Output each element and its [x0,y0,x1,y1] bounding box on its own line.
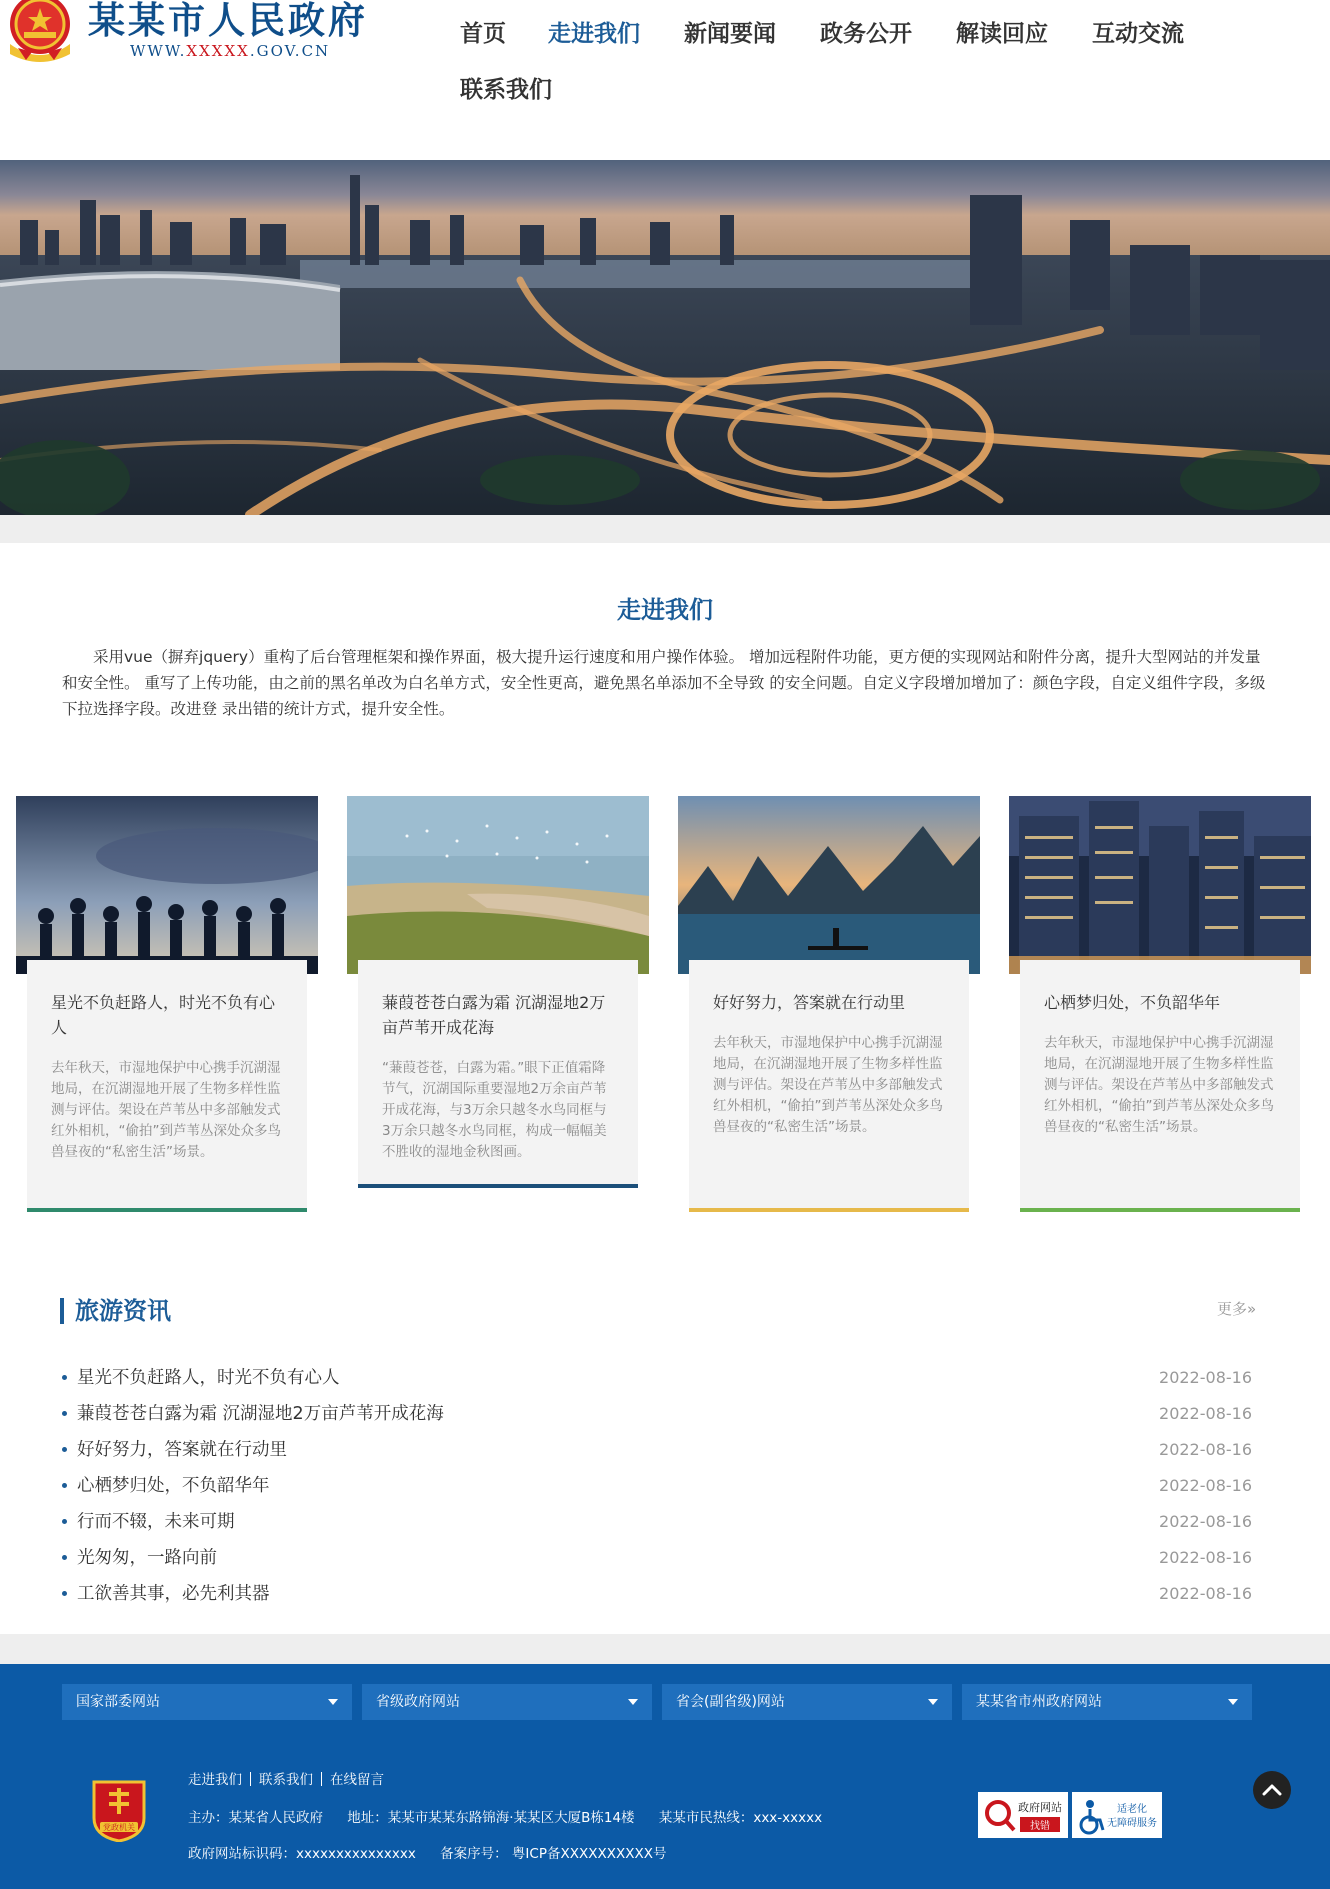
card-image [347,796,649,974]
news-more-link[interactable]: 更多» [1217,1300,1257,1318]
feature-card[interactable] [678,796,980,1212]
card-title[interactable]: 星光不负赶路人，时光不负有心人 [51,993,276,1037]
dropdown-arrow-icon [928,1699,938,1705]
dropdown-arrow-icon [628,1699,638,1705]
about-title: 走进我们 [617,596,713,624]
card-title[interactable]: 心栖梦归处，不负韶华年 [1044,993,1221,1012]
select-provincial-sites[interactable] [362,1684,652,1720]
about-text: 采用vue（摒弃jquery）重构了后台管理框架和操作界面，极大提升运行速度和用户操作体验。 增加远程附件功能，更方便的实现网站和附件分离，提升大型网站的并发量和安全性。 重写了上传功能，由之前的黑名单改为白名单方式，安全性更高，避免黑名单添加不全导致 的安全问题。自定义字段增加增加了：颜色字段，自定义组件字段，多级下拉选择字段。改进登 录出错的统计方式，提升安全性。 [62,648,1266,718]
bullet-dot-icon [62,1447,67,1452]
back-to-top-button[interactable] [1253,1771,1291,1809]
hero-banner [0,160,1330,515]
bullet-dot-icon [62,1591,67,1596]
site-url [130,42,330,60]
bullet-dot-icon [62,1411,67,1416]
news-item-date: 2022-08-16 [1159,1440,1252,1459]
card-body [358,960,638,1188]
card-description: 去年秋天，市湿地保护中心携手沉湖湿地局，在沉湖湿地开展了生物多样性监测与评估。架设在芦苇丛中多部触发式红外相机，“偷拍”到芦苇丛深处众多鸟兽昼夜的“私密生活”场景。 [1044,1035,1274,1135]
party-government-badge-icon[interactable] [92,1778,146,1842]
feature-card[interactable] [347,796,649,1212]
section-divider [0,515,1330,543]
site-title: 某某市人民政府 [88,0,368,42]
news-item-title[interactable]: 行而不辍，未来可期 [77,1512,235,1532]
card-image [1009,796,1311,974]
national-emblem-icon [4,0,76,64]
news-section-title: 旅游资讯 [75,1297,171,1325]
footer-link-contact[interactable]: 联系我们 [259,1772,313,1788]
city-interchange-image [0,160,1330,515]
list-item [60,1471,1252,1507]
news-item-title[interactable]: 工欲善其事，必先利其器 [77,1584,270,1604]
select-label: 省会(副省级)网站 [676,1694,785,1710]
error-btn-sublabel: 找错 [1030,1821,1050,1832]
dropdown-arrow-icon [328,1699,338,1705]
nav-interaction[interactable]: 互动交流 [1092,21,1184,47]
card-title[interactable]: 好好努力，答案就在行动里 [713,993,906,1012]
link-separator [321,1772,322,1786]
gov-site-error-report-button[interactable] [978,1792,1068,1838]
nav-interpretation[interactable]: 解读回应 [956,21,1048,47]
card-image [16,796,318,974]
footer-site-code: 政府网站标识码：xxxxxxxxxxxxxxx [188,1846,416,1862]
footer-info-line [188,1806,842,1826]
news-item-date: 2022-08-16 [1159,1476,1252,1495]
news-item-date: 2022-08-16 [1159,1548,1252,1567]
news-item-date: 2022-08-16 [1159,1512,1252,1531]
select-national-ministries[interactable] [62,1684,352,1720]
nav-news[interactable]: 新闻要闻 [684,21,776,47]
feature-card[interactable] [1009,796,1311,1212]
card-body [27,960,307,1212]
access-btn-sublabel: 无障碍服务 [1107,1818,1157,1829]
accessibility-service-button[interactable] [1072,1792,1162,1838]
site-url-suffix: .GOV.CN [249,42,331,60]
nav-home[interactable]: 首页 [460,21,506,47]
nav-contact[interactable]: 联系我们 [460,77,552,103]
feature-card[interactable] [16,796,318,1212]
footer-icp[interactable]: 备案序号： 粤ICP备XXXXXXXXXX号 [440,1846,667,1862]
bullet-dot-icon [62,1555,67,1560]
site-url-domain: XXXXX [186,42,250,60]
list-item [60,1363,1252,1399]
link-separator [250,1772,251,1786]
card-title[interactable]: 蒹葭苍苍白露为霜 沉湖湿地2万亩芦苇开成花海 [382,993,606,1037]
news-item-title[interactable]: 星光不负赶路人，时光不负有心人 [77,1368,340,1388]
news-item-title[interactable]: 心栖梦归处，不负韶华年 [77,1476,270,1496]
card-description: 去年秋天，市湿地保护中心携手沉湖湿地局，在沉湖湿地开展了生物多样性监测与评估。架设在芦苇丛中多部触发式红外相机，“偷拍”到芦苇丛深处众多鸟兽昼夜的“私密生活”场景。 [51,1060,281,1160]
chevron-up-icon [1253,1771,1291,1809]
card-body [689,960,969,1212]
footer [0,1664,1330,1889]
news-item-date: 2022-08-16 [1159,1368,1252,1387]
bullet-dot-icon [62,1483,67,1488]
news-item-title[interactable]: 光匆匆，一路向前 [77,1548,217,1568]
magnifier-icon [987,1802,1009,1824]
footer-links [188,1768,384,1788]
card-image [678,796,980,974]
section-title-bar [60,1298,64,1324]
list-item [60,1579,1252,1615]
list-item [60,1399,1252,1435]
list-item [60,1507,1252,1543]
nav-about[interactable]: 走进我们 [548,21,640,47]
footer-host: 主办：某某省人民政府 [188,1810,323,1826]
news-list [60,1363,1252,1615]
footer-link-message[interactable]: 在线留言 [330,1772,384,1788]
bullet-dot-icon [62,1375,67,1380]
list-item [60,1435,1252,1471]
select-prefecture-sites[interactable] [962,1684,1252,1720]
footer-address: 地址：某某市某某东路锦海·某某区大厦B栋14楼 [347,1810,635,1826]
bullet-dot-icon [62,1519,67,1524]
card-description: 去年秋天，市湿地保护中心携手沉湖湿地局，在沉湖湿地开展了生物多样性监测与评估。架设在芦苇丛中多部触发式红外相机，“偷拍”到芦苇丛深处众多鸟兽昼夜的“私密生活”场景。 [713,1035,943,1135]
select-label: 国家部委网站 [76,1694,160,1710]
news-item-title[interactable]: 好好努力，答案就在行动里 [77,1440,287,1460]
badge-text: 党政机关 [103,1823,135,1832]
card-description: “蒹葭苍苍，白露为霜。”眼下正值霜降节气，沉湖国际重要湿地2万余亩芦苇开成花海，与3万余只越冬水鸟同框与3万余只越冬水鸟同框，构成一幅幅美不胜收的湿地金秋图画。 [382,1060,607,1160]
dropdown-arrow-icon [1228,1699,1238,1705]
select-label: 某某省市州政府网站 [976,1694,1102,1710]
site-logo[interactable] [2,0,372,64]
site-url-prefix: WWW. [130,42,187,60]
news-item-title[interactable]: 蒹葭苍苍白露为霜 沉湖湿地2万亩芦苇开成花海 [77,1404,444,1424]
footer-hotline: 某某市民热线：xxx-xxxxx [658,1810,823,1826]
news-item-date: 2022-08-16 [1159,1404,1252,1423]
news-item-date: 2022-08-16 [1159,1584,1252,1603]
section-divider [0,1634,1330,1664]
list-item [60,1543,1252,1579]
card-body [1020,960,1300,1212]
select-capital-city-sites[interactable] [662,1684,952,1720]
footer-link-about[interactable]: 走进我们 [188,1772,242,1788]
select-label: 省级政府网站 [376,1694,460,1710]
footer-registration-line [188,1842,686,1862]
header [0,0,1330,160]
nav-government-affairs[interactable]: 政务公开 [820,21,912,47]
error-btn-label: 政府网站 [1018,1801,1062,1814]
access-btn-label: 适老化 [1117,1804,1147,1815]
